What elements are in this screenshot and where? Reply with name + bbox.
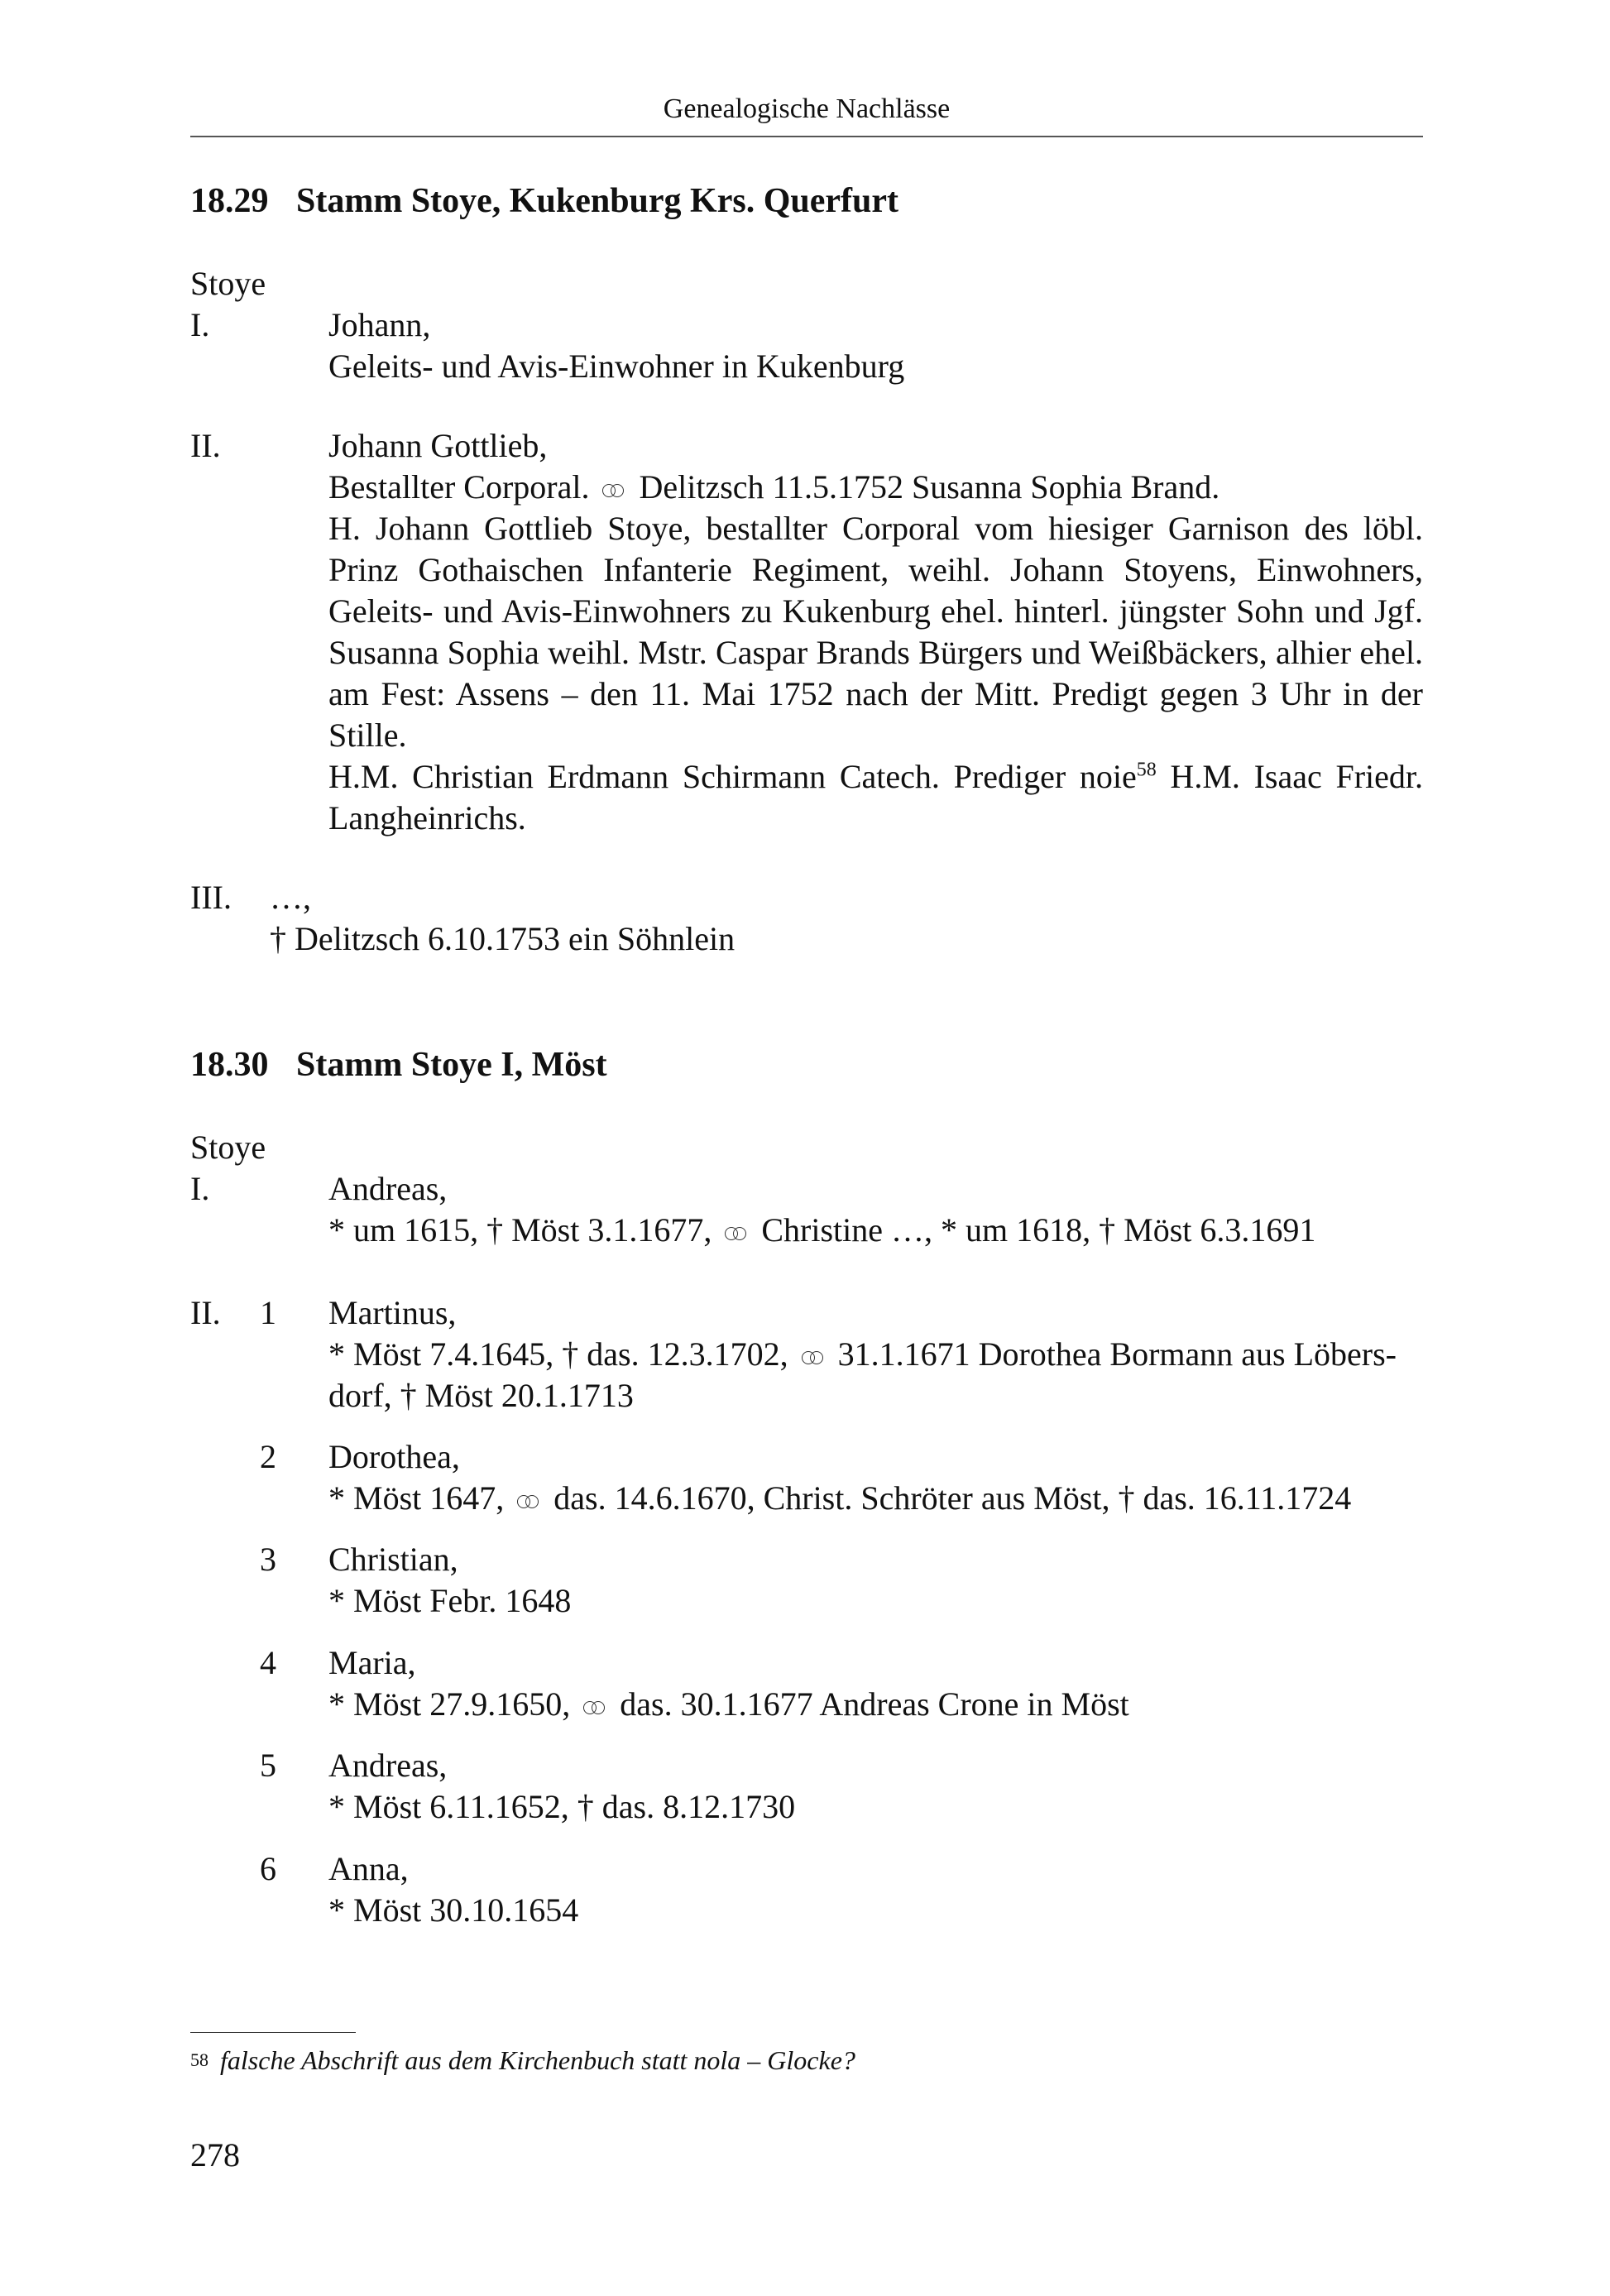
child-number: 2: [260, 1438, 276, 1475]
marriage-symbol-icon: [800, 1350, 827, 1365]
detail-text: * Möst 1647,: [328, 1479, 505, 1517]
header-rule: [190, 136, 1423, 137]
person-detail: [328, 467, 1219, 508]
child-number: 4: [260, 1644, 276, 1681]
detail-text: das. 14.6.1670, Christ. Schröter aus Möst, † das. 16.11.1724: [553, 1479, 1352, 1517]
section-title: Stamm Stoye, Kukenburg Krs. Querfurt: [296, 182, 898, 220]
page: [190, 0, 1423, 2296]
marriage-symbol-icon: [601, 483, 627, 498]
generation-label: II.: [190, 1294, 221, 1331]
person-detail: † Delitzsch 6.10.1753 ein Söhnlein: [270, 920, 736, 957]
detail-text: H.M. Christian Erdmann Schirmann Catech. Prediger noie: [328, 758, 1137, 795]
detail-text: Delitzsch 11.5.1752 Susanna Sophia Brand.: [639, 468, 1220, 506]
section-title: Stamm Stoye I, Möst: [296, 1046, 607, 1084]
marriage-symbol-icon: [582, 1700, 608, 1715]
section-heading-18-30: [190, 1044, 607, 1086]
child-number: 6: [260, 1850, 276, 1887]
footnote-rule: [190, 2032, 356, 2033]
person-detail: [328, 1684, 1129, 1725]
person-name: Anna,: [328, 1850, 409, 1887]
person-detail: * Möst 6.11.1652, † das. 8.12.1730: [328, 1788, 796, 1825]
detail-text: H.M. Isaac Friedr. Langheinrichs.: [328, 758, 1423, 836]
detail-text: das. 30.1.1677 Andreas Crone in Möst: [620, 1685, 1129, 1723]
footnote-number: 58: [190, 2049, 208, 2070]
person-detail: dorf, † Möst 20.1.1713: [328, 1377, 634, 1414]
generation-label: II.: [190, 427, 221, 464]
child-number: 5: [260, 1747, 276, 1784]
family-name: Stoye: [190, 265, 266, 302]
page-number: 278: [190, 2136, 240, 2174]
generation-label: III.: [190, 879, 232, 916]
running-head: Genealogische Nachlässe: [663, 93, 951, 124]
section-heading-18-29: [190, 180, 898, 222]
person-detail: [328, 1210, 1315, 1251]
detail-text: * Möst 27.9.1650,: [328, 1685, 571, 1723]
child-number: 3: [260, 1541, 276, 1578]
church-record-text: [328, 756, 1423, 839]
marriage-symbol-icon: [515, 1494, 542, 1509]
detail-text: 31.1.1671 Dorothea Bormann aus Löbers-: [837, 1335, 1397, 1373]
generation-label: I.: [190, 306, 210, 343]
person-name: Dorothea,: [328, 1438, 460, 1475]
footnote-text: falsche Abschrift aus dem Kirchenbuch statt nola – Glocke?: [220, 2045, 855, 2075]
person-name: Christian,: [328, 1541, 458, 1578]
detail-text: Bestallter Corporal.: [328, 468, 590, 506]
person-name: Martinus,: [328, 1294, 457, 1331]
person-detail: * Möst 30.10.1654: [328, 1891, 579, 1929]
footnote-reference: 58: [1136, 759, 1157, 781]
person-detail: [328, 1478, 1351, 1519]
person-name: Johann Gottlieb,: [328, 427, 548, 464]
marriage-symbol-icon: [723, 1226, 750, 1241]
person-name: …,: [270, 879, 311, 916]
church-record-text: H. Johann Gottlieb Stoye, bestallter Corporal vom hiesiger Garnison des löbl. Prinz Gothaischen Infanterie Regiment, weihl. Johann Stoyens, Einwohners, Geleits- und Avis-Einwohners zu Kukenburg ehel. hinterl. jüngster Sohn und Jgf. Susanna Sophia weihl. Mstr. Caspar Brands Bürgers und Weißbäckers, alhier ehel. am Fest: Assens – den 11. Mai 1752 nach der Mitt. Predigt gegen 3 Uhr in der Stille.: [328, 510, 1423, 754]
family-name: Stoye: [190, 1129, 266, 1166]
detail-text: * um 1615, † Möst 3.1.1677,: [328, 1211, 712, 1249]
detail-text: * Möst 7.4.1645, † das. 12.3.1702,: [328, 1335, 788, 1373]
section-number: 18.29: [190, 182, 269, 220]
child-number: 1: [260, 1294, 276, 1331]
person-name: Andreas,: [328, 1747, 448, 1784]
person-detail: * Möst Febr. 1648: [328, 1582, 572, 1619]
person-detail: Geleits- und Avis-Einwohner in Kukenburg: [328, 348, 905, 385]
section-number: 18.30: [190, 1046, 269, 1084]
person-name: Maria,: [328, 1644, 416, 1681]
generation-label: I.: [190, 1170, 210, 1207]
person-detail: [328, 1334, 1397, 1375]
person-name: Johann,: [328, 306, 431, 343]
detail-text: Christine …, * um 1618, † Möst 6.3.1691: [761, 1211, 1316, 1249]
person-name: Andreas,: [328, 1170, 448, 1207]
footnote: [190, 2044, 855, 2077]
